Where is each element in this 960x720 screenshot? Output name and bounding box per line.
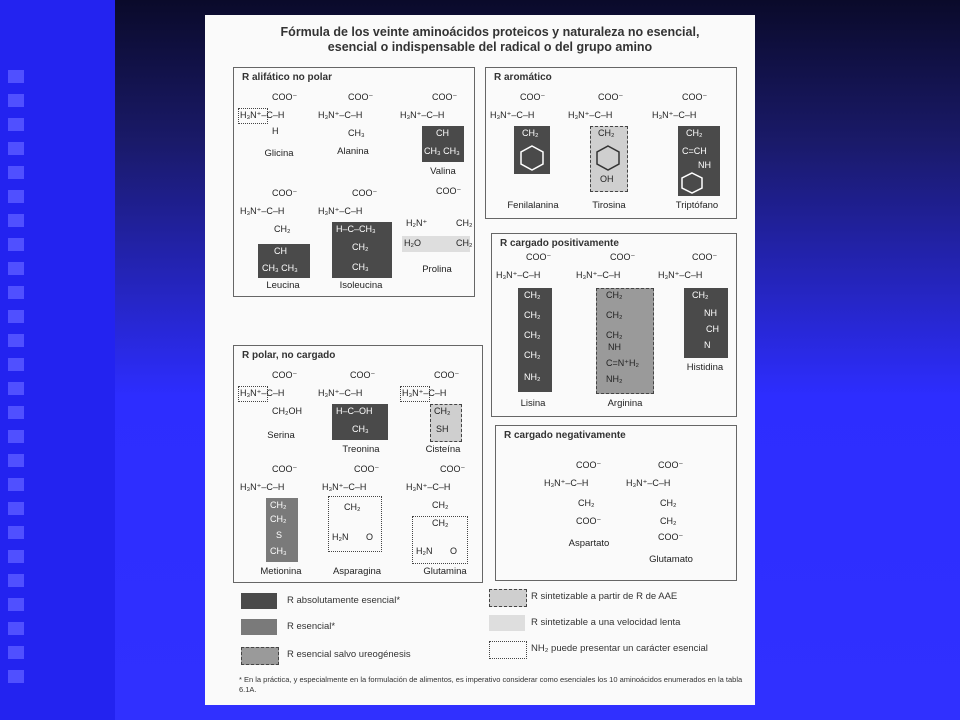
glu-ch2-1: CH₂ <box>660 498 677 508</box>
legend-swatch-slow <box>489 615 525 631</box>
ser-coo: COO⁻ <box>272 370 298 380</box>
header-polar: R polar, no cargado <box>242 350 336 361</box>
tre-ch3: CH₃ <box>352 424 369 434</box>
alanina-amine: H₃N⁺–C–H <box>318 110 363 120</box>
title-line-1: Fórmula de los veinte aminoácidos proteicos y naturaleza no esencial, <box>280 25 700 39</box>
decorative-square <box>8 574 24 587</box>
glicina-coo: COO⁻ <box>272 92 298 102</box>
legend-label-synth-aae: R sintetizable a partir de R de AAE <box>531 591 678 602</box>
his-coo: COO⁻ <box>692 252 718 262</box>
isoleucina-ch2: CH₂ <box>352 242 369 252</box>
left-decorative-bar <box>0 0 115 720</box>
phenol-ring-icon <box>594 144 622 172</box>
name-tirosina: Tirosina <box>592 200 626 211</box>
name-serina: Serina <box>267 430 295 441</box>
arg-ch2-2: CH₂ <box>606 310 623 320</box>
lis-amine: H₃N⁺–C–H <box>496 270 541 280</box>
scanned-page <box>205 15 755 705</box>
gln-o: O <box>450 546 458 556</box>
header-aromatic: R aromático <box>494 72 552 83</box>
decorative-square <box>8 334 24 347</box>
trip-ch2: CH₂ <box>686 128 703 138</box>
header-aliphatic: R alifático no polar <box>242 72 333 83</box>
asn-ch2: CH₂ <box>344 502 361 512</box>
header-positive: R cargado positivamente <box>500 238 619 249</box>
name-aspartato: Aspartato <box>568 538 610 549</box>
met-ch2-1: CH₂ <box>270 500 287 510</box>
his-nh: NH <box>704 308 717 318</box>
lis-ch2-2: CH₂ <box>524 310 541 320</box>
page-title <box>235 25 745 55</box>
footnote: * En la práctica, y especialmente en la formulación de alimentos, es imperativo considerar como esenciales los 10 aminoácidos enumerados en la tabla 6.1A. <box>239 675 743 694</box>
isoleucina-coo: COO⁻ <box>352 188 378 198</box>
trip-cch: C=CH <box>682 146 707 156</box>
decorative-square <box>8 550 24 563</box>
decorative-square <box>8 190 24 203</box>
leucina-ch3ch3: CH₃ CH₃ <box>262 263 298 273</box>
leucina-coo: COO⁻ <box>272 188 298 198</box>
decorative-square <box>8 382 24 395</box>
name-glicina: Glicina <box>264 148 294 159</box>
decorative-square <box>8 670 24 683</box>
trip-amine: H₃N⁺–C–H <box>652 110 697 120</box>
asp-amine: H₃N⁺–C–H <box>544 478 589 488</box>
tiro-oh: OH <box>600 174 614 184</box>
asn-h2n: H₂N <box>332 532 349 542</box>
decorative-square <box>8 622 24 635</box>
isoleucina-hcch3: H–C–CH₃ <box>336 224 376 234</box>
legend-swatch-essential <box>241 619 277 635</box>
decorative-square <box>8 214 24 227</box>
decorative-square <box>8 598 24 611</box>
decorative-square <box>8 646 24 659</box>
name-glutamina: Glutamina <box>423 566 467 577</box>
name-valina: Valina <box>430 166 456 177</box>
glu-coo2: COO⁻ <box>658 532 684 542</box>
fenil-amine: H₃N⁺–C–H <box>490 110 535 120</box>
decorative-square <box>8 262 24 275</box>
decorative-square <box>8 94 24 107</box>
indole-ring-icon <box>680 172 704 194</box>
alanina-coo: COO⁻ <box>348 92 374 102</box>
benzene-ring-icon <box>518 144 546 172</box>
his-ch: CH <box>706 324 719 334</box>
box-aromatic <box>485 67 737 219</box>
decorative-square <box>8 118 24 131</box>
met-s: S <box>276 530 283 540</box>
fenil-coo: COO⁻ <box>520 92 546 102</box>
legend-swatch-urea <box>241 647 279 665</box>
name-histidina: Histidina <box>686 362 724 373</box>
ser-amine: H₃N⁺–C–H <box>240 388 285 398</box>
alanina-ch3: CH₃ <box>348 128 365 138</box>
box-polar <box>233 345 483 583</box>
arg-coo: COO⁻ <box>610 252 636 262</box>
prolina-coo: COO⁻ <box>436 186 462 196</box>
gln-amine: H₃N⁺–C–H <box>406 482 451 492</box>
leucina-amine: H₃N⁺–C–H <box>240 206 285 216</box>
decorative-square <box>8 166 24 179</box>
glicina-h: H <box>272 126 279 136</box>
valina-ch3ch3: CH₃ CH₃ <box>424 146 460 156</box>
lis-ch2-1: CH₂ <box>524 290 541 300</box>
asn-o: O <box>366 532 374 542</box>
header-negative: R cargado negativamente <box>504 430 626 441</box>
asp-coo: COO⁻ <box>576 460 602 470</box>
decorative-square <box>8 70 24 83</box>
prolina-ch2a: CH₂ <box>456 218 473 228</box>
arg-nh2: NH₂ <box>606 374 623 384</box>
decorative-square <box>8 526 24 539</box>
glu-amine: H₃N⁺–C–H <box>626 478 671 488</box>
arg-amine: H₃N⁺–C–H <box>576 270 621 280</box>
gln-ch2-1: CH₂ <box>432 500 449 510</box>
decorative-square <box>8 406 24 419</box>
trip-coo: COO⁻ <box>682 92 708 102</box>
decorative-square <box>8 238 24 251</box>
gln-h2n: H₂N <box>416 546 433 556</box>
name-triptofano: Triptófano <box>675 200 719 211</box>
arg-cnh2: C=N⁺H₂ <box>606 358 639 368</box>
met-ch3: CH₃ <box>270 546 287 556</box>
lis-coo: COO⁻ <box>526 252 552 262</box>
valina-coo: COO⁻ <box>432 92 458 102</box>
name-leucina: Leucina <box>266 280 300 291</box>
cis-sh: SH <box>436 424 449 434</box>
prolina-ch2b: CH₂ <box>456 238 473 248</box>
decorative-square <box>8 454 24 467</box>
name-asparagina: Asparagina <box>332 566 382 577</box>
leucina-ch2: CH₂ <box>274 224 291 234</box>
name-arginina: Arginina <box>607 398 643 409</box>
decorative-square <box>8 478 24 491</box>
legend-swatch-nh2 <box>489 641 527 659</box>
name-lisina: Lisina <box>520 398 546 409</box>
tre-hcoh: H–C–OH <box>336 406 373 416</box>
cis-amine: H₃N⁺–C–H <box>402 388 447 398</box>
isoleucina-amine: H₃N⁺–C–H <box>318 206 363 216</box>
arg-nh: NH <box>608 342 621 352</box>
arg-r-group <box>596 288 654 394</box>
his-n: N <box>704 340 711 350</box>
name-prolina: Prolina <box>422 264 452 275</box>
ser-ch2oh: CH₂OH <box>272 406 302 416</box>
decorative-square <box>8 430 24 443</box>
arg-ch2-1: CH₂ <box>606 290 623 300</box>
legend-label-abs-essential: R absolutamente esencial* <box>287 595 401 606</box>
box-negative <box>495 425 737 581</box>
asp-coo2: COO⁻ <box>576 516 602 526</box>
legend-swatch-abs-essential <box>241 593 277 609</box>
met-amine: H₃N⁺–C–H <box>240 482 285 492</box>
glicina-amine: H₃N⁺–C–H <box>240 110 285 120</box>
name-treonina: Treonina <box>342 444 380 455</box>
legend-label-slow: R sintetizable a una velocidad lenta <box>531 617 681 628</box>
box-aliphatic <box>233 67 475 297</box>
legend-label-nh2: NH₂ puede presentar un carácter esencial <box>531 643 708 654</box>
tre-amine: H₃N⁺–C–H <box>318 388 363 398</box>
asp-ch2: CH₂ <box>578 498 595 508</box>
tiro-amine: H₃N⁺–C–H <box>568 110 613 120</box>
fenil-ch2: CH₂ <box>522 128 539 138</box>
legend-swatch-synth-aae <box>489 589 527 607</box>
lis-ch2-3: CH₂ <box>524 330 541 340</box>
glu-coo: COO⁻ <box>658 460 684 470</box>
name-cisteina: Cisteína <box>425 444 461 455</box>
box-positive <box>491 233 737 417</box>
legend-label-essential: R esencial* <box>287 621 336 632</box>
decorative-square <box>8 310 24 323</box>
decorative-square <box>8 358 24 371</box>
name-fenilalanina: Fenilalanina <box>507 200 559 211</box>
asn-coo: COO⁻ <box>354 464 380 474</box>
arg-ch2-3: CH₂ <box>606 330 623 340</box>
prolina-h2o: H₂O <box>404 238 421 248</box>
isoleucina-ch3: CH₃ <box>352 262 369 272</box>
name-alanina: Alanina <box>337 146 369 157</box>
lis-nh2: NH₂ <box>524 372 541 382</box>
his-ch2: CH₂ <box>692 290 709 300</box>
decorative-square <box>8 286 24 299</box>
trip-nh: NH <box>698 160 711 170</box>
legend-label-urea: R esencial salvo ureogénesis <box>287 649 411 660</box>
name-glutamato: Glutamato <box>649 554 693 565</box>
met-coo: COO⁻ <box>272 464 298 474</box>
lis-ch2-4: CH₂ <box>524 350 541 360</box>
met-ch2-2: CH₂ <box>270 514 287 524</box>
glu-ch2-2: CH₂ <box>660 516 677 526</box>
title-line-2: esencial o indispensable del radical o del grupo amino <box>327 40 653 54</box>
asn-amine: H₃N⁺–C–H <box>322 482 367 492</box>
decorative-square <box>8 142 24 155</box>
valina-ch: CH <box>436 128 449 138</box>
name-metionina: Metionina <box>260 566 302 577</box>
tre-coo: COO⁻ <box>350 370 376 380</box>
prolina-hn: H₂N⁺ <box>406 218 428 228</box>
name-isoleucina: Isoleucina <box>339 280 383 291</box>
tiro-ch2: CH₂ <box>598 128 615 138</box>
tiro-coo: COO⁻ <box>598 92 624 102</box>
gln-coo: COO⁻ <box>440 464 466 474</box>
cis-coo: COO⁻ <box>434 370 460 380</box>
gln-ch2-2: CH₂ <box>432 518 449 528</box>
leucina-ch: CH <box>274 246 287 256</box>
his-amine: H₃N⁺–C–H <box>658 270 703 280</box>
decorative-square <box>8 502 24 515</box>
valina-amine: H₃N⁺–C–H <box>400 110 445 120</box>
cis-ch2: CH₂ <box>434 406 451 416</box>
